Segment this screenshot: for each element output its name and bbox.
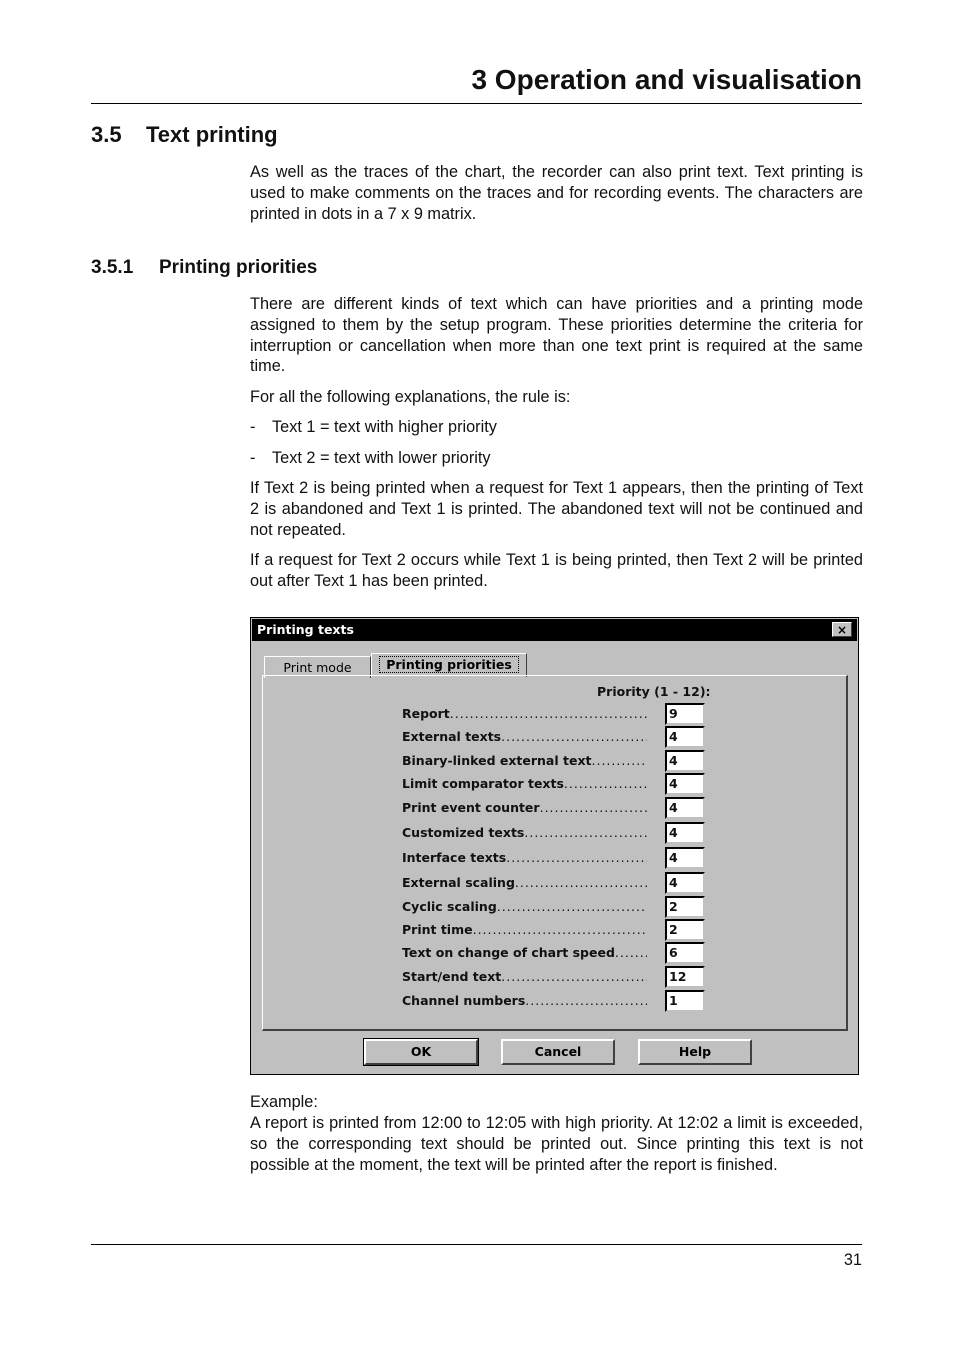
priority-input-binary-linked[interactable]: 4: [665, 750, 705, 772]
priority-input-customized-texts[interactable]: 4: [665, 822, 705, 844]
subsection-number: 3.5.1: [91, 257, 134, 278]
example-text: A report is printed from 12:00 to 12:05 with high priority. At 12:02 a limit is exceeded, so the corresponding text should be printed out. Since printing this text is not possible at the moment, the text will be printed after the report is finished.: [250, 1114, 863, 1174]
chapter-title: 3 Operation and visualisation: [471, 64, 862, 95]
row-label: Channel numbers .....: [402, 993, 647, 1008]
cancel-button[interactable]: Cancel: [501, 1039, 615, 1065]
printing-texts-dialog: [250, 617, 859, 1075]
list-item: - Text 2 = text with lower priority: [250, 449, 491, 467]
section-intro: As well as the traces of the chart, the recorder can also print text. Text printing is used to make comments on the traces and for recording events. The characters are printed in dots in a 7 x 9 matrix.: [250, 163, 863, 223]
tab-print-mode[interactable]: Print mode: [264, 656, 371, 678]
row-label: Print time .....: [402, 922, 647, 937]
priority-input-event-counter[interactable]: 4: [665, 797, 705, 819]
row-label: Start/end text .....: [402, 969, 647, 984]
priority-input-print-time[interactable]: 2: [665, 919, 705, 941]
dialog-title: Printing texts: [257, 622, 354, 637]
row-label: Customized texts .....: [402, 825, 647, 840]
tab-printing-priorities[interactable]: [371, 653, 527, 677]
section-title: Text printing: [146, 122, 278, 147]
example-label: Example:: [250, 1093, 318, 1111]
paragraph-3: If Text 2 is being printed when a request for Text 1 appears, then the printing of Text 2 is abandoned and Text 1 is printed. The abandoned text will not be continued and not repeated.: [250, 479, 863, 539]
dialog-titlebar[interactable]: [252, 619, 857, 641]
row-label: Interface texts .....: [402, 850, 647, 865]
priority-input-interface-texts[interactable]: 4: [665, 847, 705, 869]
priority-input-start-end-text[interactable]: 12: [665, 966, 705, 988]
priority-header: Priority (1 - 12):: [597, 684, 711, 699]
subsection-title: Printing priorities: [159, 257, 318, 278]
section-heading: [91, 122, 278, 148]
ok-button[interactable]: OK: [364, 1039, 478, 1065]
priority-input-limit-comparator[interactable]: 4: [665, 773, 705, 795]
row-label: External scaling .....: [402, 875, 647, 890]
page-number: 31: [843, 1251, 862, 1269]
paragraph-4: If a request for Text 2 occurs while Text 1 is being printed, then Text 2 will be printed out after Text 1 has been printed.: [250, 551, 863, 590]
priority-input-cyclic-scaling[interactable]: 2: [665, 896, 705, 918]
tab-label: Printing priorities: [379, 656, 519, 673]
list-item: - Text 1 = text with higher priority: [250, 418, 497, 436]
row-label: Binary-linked external text .....: [402, 753, 647, 768]
header-rule: [91, 103, 862, 104]
help-button[interactable]: Help: [638, 1039, 752, 1065]
row-label: External texts .....: [402, 729, 647, 744]
priority-input-external-scaling[interactable]: 4: [665, 872, 705, 894]
paragraph-2: For all the following explanations, the rule is:: [250, 388, 571, 406]
row-label: Report .....: [402, 706, 647, 721]
priority-input-chart-speed[interactable]: 6: [665, 942, 705, 964]
subsection-heading: [91, 257, 317, 279]
row-label: Print event counter .....: [402, 800, 647, 815]
priority-input-external-texts[interactable]: 4: [665, 726, 705, 748]
section-number: 3.5: [91, 122, 122, 147]
priority-input-channel-numbers[interactable]: 1: [665, 990, 705, 1012]
close-icon[interactable]: ×: [832, 622, 852, 637]
row-label: Cyclic scaling .....: [402, 899, 647, 914]
footer-rule: [91, 1244, 862, 1245]
row-label: Limit comparator texts .....: [402, 776, 647, 791]
priority-input-report[interactable]: 9: [665, 703, 705, 725]
row-label: Text on change of chart speed .....: [402, 945, 647, 960]
paragraph-1: There are different kinds of text which can have priorities and a printing mode assigned to them by the setup program. These priorities determine the criteria for interruption or cancellation when more than one text print is required at the same time.: [250, 295, 863, 376]
